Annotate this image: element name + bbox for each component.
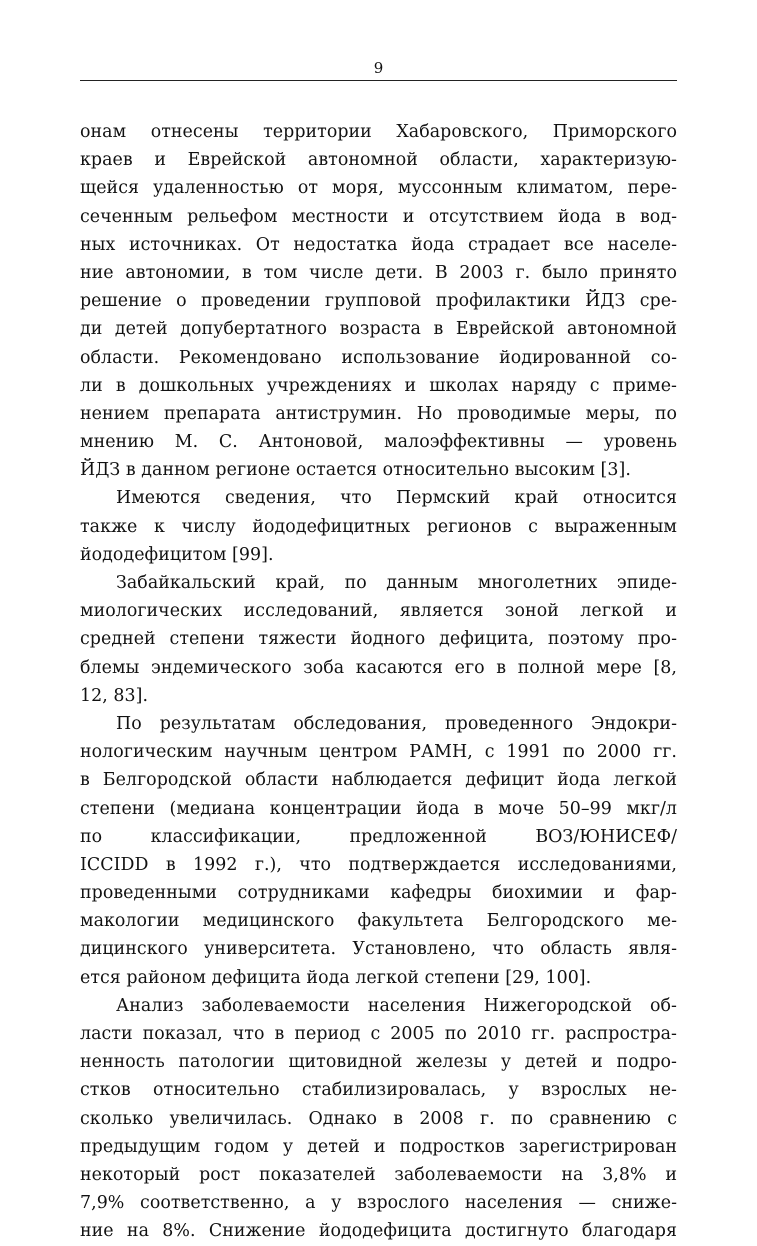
text-line: области. Рекомендовано использование йодированной со- bbox=[80, 347, 677, 368]
text-line: решение о проведении групповой профилактики ЙДЗ сре- bbox=[80, 291, 677, 312]
text-line: проведенными сотрудниками кафедры биохимии и фар- bbox=[80, 883, 677, 904]
text-line: блемы эндемического зоба касаются его в полной мере [8, bbox=[80, 657, 677, 678]
paragraph bbox=[80, 484, 677, 569]
text-line: 7,9% соответственно, а у взрослого населения — сниже- bbox=[80, 1193, 677, 1214]
text-line: миологических исследований, является зоной легкой и bbox=[80, 601, 677, 622]
paragraph bbox=[80, 569, 677, 710]
text-line: в Белгородской области наблюдается дефицит йода легкой bbox=[80, 770, 677, 791]
text-line: Анализ заболеваемости населения Нижегородской об- bbox=[116, 995, 677, 1016]
text-line: дицинского университета. Установлено, что область явля- bbox=[80, 939, 677, 960]
text-line: стков относительно стабилизировалась, у взрослых не- bbox=[80, 1080, 677, 1101]
text-line: сеченным рельефом местности и отсутствием йода в вод- bbox=[80, 206, 677, 227]
page-number: 9 bbox=[373, 59, 384, 77]
text-line: ли в дошкольных учреждениях и школах наряду с приме- bbox=[80, 375, 677, 396]
paragraph bbox=[80, 118, 677, 484]
text-line: щейся удаленностью от моря, муссонным климатом, пере- bbox=[80, 178, 677, 199]
text-line: ласти показал, что в период с 2005 по 2010 гг. распростра- bbox=[80, 1024, 677, 1044]
text-line: ние автономии, в том числе дети. В 2003 г. было принято bbox=[80, 262, 677, 283]
text-line: также к числу йододефицитных регионов с выраженным bbox=[80, 516, 677, 537]
text-line: ется районом дефицита йода легкой степени [29, 100]. bbox=[80, 967, 592, 988]
text-line: ненность патологии щитовидной железы у детей и подро- bbox=[80, 1052, 677, 1073]
body-text bbox=[80, 118, 677, 1246]
text-line: йододефицитом [99]. bbox=[80, 544, 274, 565]
text-line: ди детей допубертатного возраста в Еврейской автономной bbox=[80, 319, 677, 340]
text-line: ЙДЗ в данном регионе остается относительно высоким [3]. bbox=[80, 460, 631, 481]
text-line: ICCIDD в 1992 г.), что подтверждается исследованиями, bbox=[80, 854, 677, 875]
text-line: нологическим научным центром РАМН, с 1991 по 2000 гг. bbox=[80, 742, 677, 763]
text-line: предыдущим годом у детей и подростков зарегистрирован bbox=[80, 1136, 677, 1157]
text-line: некоторый рост показателей заболеваемости на 3,8% и bbox=[80, 1164, 677, 1185]
text-line: По результатам обследования, проведенного Эндокри- bbox=[116, 713, 677, 734]
text-line: ных источниках. От недостатка йода страдает все населе- bbox=[80, 234, 677, 255]
text-line: онам отнесены территории Хабаровского, Приморского bbox=[80, 122, 677, 142]
text-line: нением препарата антиструмин. Но проводимые меры, по bbox=[80, 403, 677, 424]
page-header bbox=[80, 58, 677, 81]
text-line: мнению М. С. Антоновой, малоэффективны — уровень bbox=[80, 432, 677, 453]
text-line: сколько увеличилась. Однако в 2008 г. по сравнению с bbox=[80, 1108, 677, 1129]
text-line: макологии медицинского факультета Белгородского ме- bbox=[80, 911, 677, 932]
text-line: степени (медиана концентрации йода в моче 50–99 мкг/л bbox=[80, 798, 677, 819]
text-line: по классификации, предложенной ВОЗ/ЮНИСЕФ/ bbox=[80, 826, 677, 847]
text-line: Имеются сведения, что Пермский край относится bbox=[116, 488, 677, 509]
text-line: 12, 83]. bbox=[80, 685, 149, 706]
text-line: Забайкальский край, по данным многолетних эпиде- bbox=[116, 573, 677, 593]
text-line: ние на 8%. Снижение йододефицита достигнуто благодаря bbox=[80, 1221, 677, 1242]
paragraph bbox=[80, 992, 677, 1246]
text-line: средней степени тяжести йодного дефицита, поэтому про- bbox=[80, 629, 677, 650]
paragraph bbox=[80, 710, 677, 992]
text-line: краев и Еврейской автономной области, характеризую- bbox=[80, 150, 677, 171]
